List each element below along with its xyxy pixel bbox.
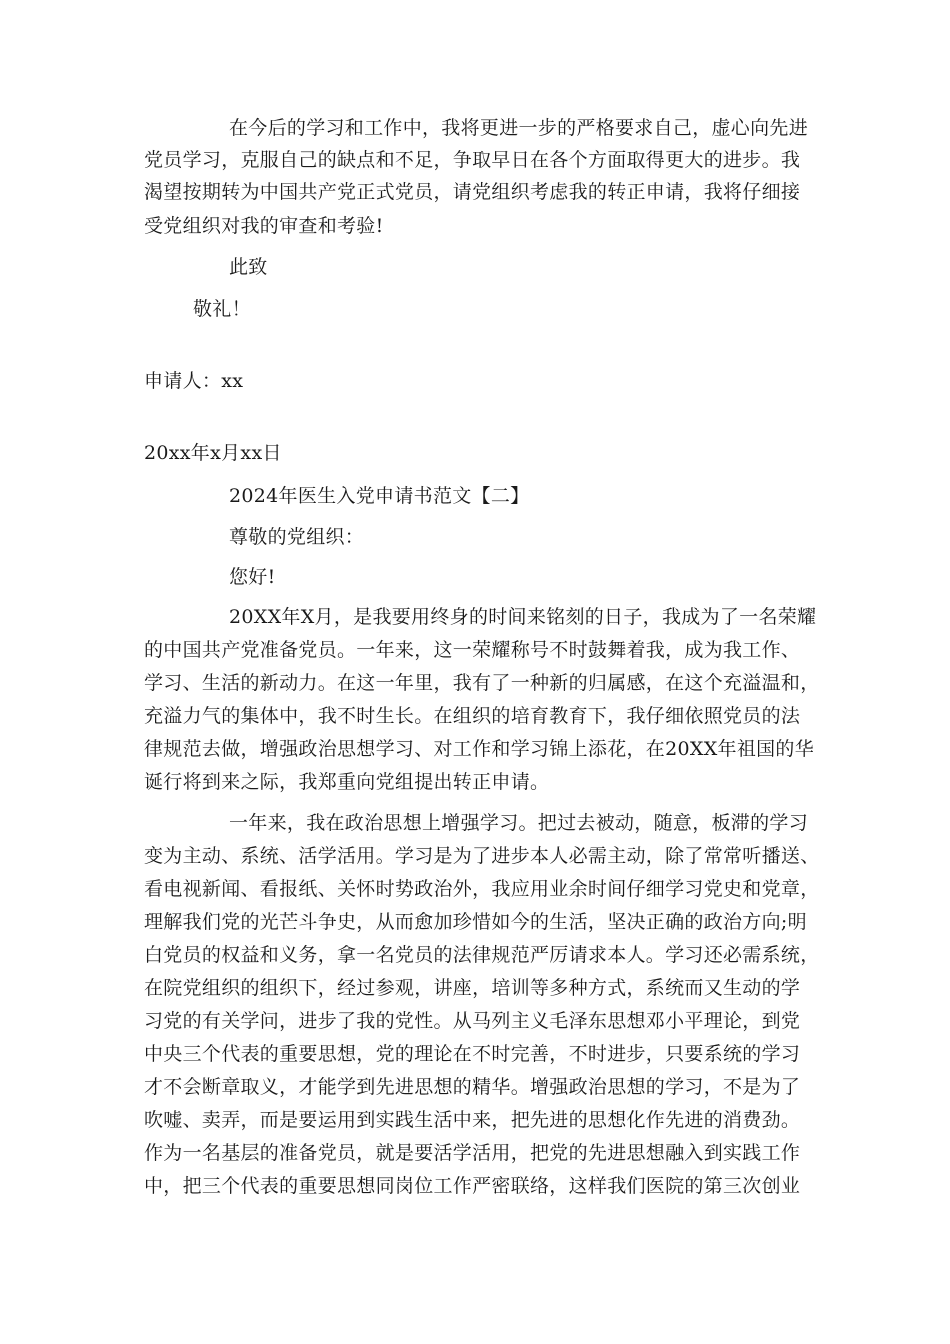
- paragraph-3-line: 白党员的权益和义务，拿一名党员的法律规范严厉请求本人。学习还必需系统，: [144, 944, 820, 966]
- paragraph-3-line: 中央三个代表的重要思想，党的理论在不时完善，不时进步，只要系统的学习: [144, 1043, 801, 1065]
- paragraph-2-line: 学习、生活的新动力。在这一年里，我有了一种新的归属感，在这个充溢温和，: [144, 672, 820, 694]
- paragraph-2-line: 的中国共产党准备党员。一年来，这一荣耀称号不时鼓舞着我，成为我工作、: [144, 639, 801, 661]
- paragraph-1-line: 受党组织对我的审查和考验!: [144, 215, 384, 237]
- section-title: 2024年医生入党申请书范文【二】: [229, 485, 530, 507]
- closing-text: 此致: [229, 256, 268, 278]
- paragraph-3-line: 作为一名基层的准备党员，就是要活学活用，把党的先进思想融入到实践工作: [144, 1142, 801, 1164]
- paragraph-3-line: 理解我们党的光芒斗争史，从而愈加珍惜如今的生活，坚决正确的政治方向;明: [144, 911, 807, 933]
- paragraph-2-line: 律规范去做，增强政治思想学习、对工作和学习锦上添花，在20XX年祖国的华: [144, 738, 815, 760]
- paragraph-2-line: 充溢力气的集体中，我不时生长。在组织的培育教育下，我仔细依照党员的法: [144, 705, 801, 727]
- paragraph-3-line: 看电视新闻、看报纸、关怀时势政治外，我应用业余时间仔细学习党史和党章，: [144, 878, 820, 900]
- salute-text: 敬礼！: [193, 298, 251, 320]
- paragraph-3-line: 一年来，我在政治思想上增强学习。把过去被动，随意，板滞的学习: [229, 812, 809, 834]
- paragraph-3-line: 在院党组织的组织下，经过参观，讲座，培训等多种方式，系统而又生动的学: [144, 977, 801, 999]
- paragraph-1-line: 渴望按期转为中国共产党正式党员，请党组织考虑我的转正申请，我将仔细接: [144, 181, 801, 203]
- paragraph-2-line: 诞行将到来之际，我郑重向党组提出转正申请。: [144, 771, 550, 793]
- paragraph-1-line: 党员学习，克服自己的缺点和不足，争取早日在各个方面取得更大的进步。我: [144, 149, 801, 171]
- paragraph-1-line: 在今后的学习和工作中，我将更进一步的严格要求自己，虚心向先进: [229, 117, 809, 139]
- paragraph-3-line: 吹嘘、卖弄，而是要运用到实践生活中来，把先进的思想化作先进的消费劲。: [144, 1109, 801, 1131]
- paragraph-3-line: 习党的有关学问，进步了我的党性。从马列主义毛泽东思想邓小平理论，到党: [144, 1010, 801, 1032]
- paragraph-3-line: 才不会断章取义，才能学到先进思想的精华。增强政治思想的学习，不是为了: [144, 1076, 801, 1098]
- addressee-text: 尊敬的党组织：: [229, 526, 365, 548]
- paragraph-2-line: 20XX年X月，是我要用终身的时间来铭刻的日子，我成为了一名荣耀: [229, 606, 817, 628]
- greeting-text: 您好!: [229, 566, 276, 588]
- paragraph-3-line: 变为主动、系统、活学活用。学习是为了进步本人必需主动，除了常常听播送、: [144, 845, 820, 867]
- applicant-signature: 申请人：xx: [144, 370, 244, 392]
- paragraph-3-line: 中，把三个代表的重要思想同岗位工作严密联络，这样我们医院的第三次创业: [144, 1175, 801, 1197]
- date-text: 20xx年x月xx日: [144, 442, 282, 464]
